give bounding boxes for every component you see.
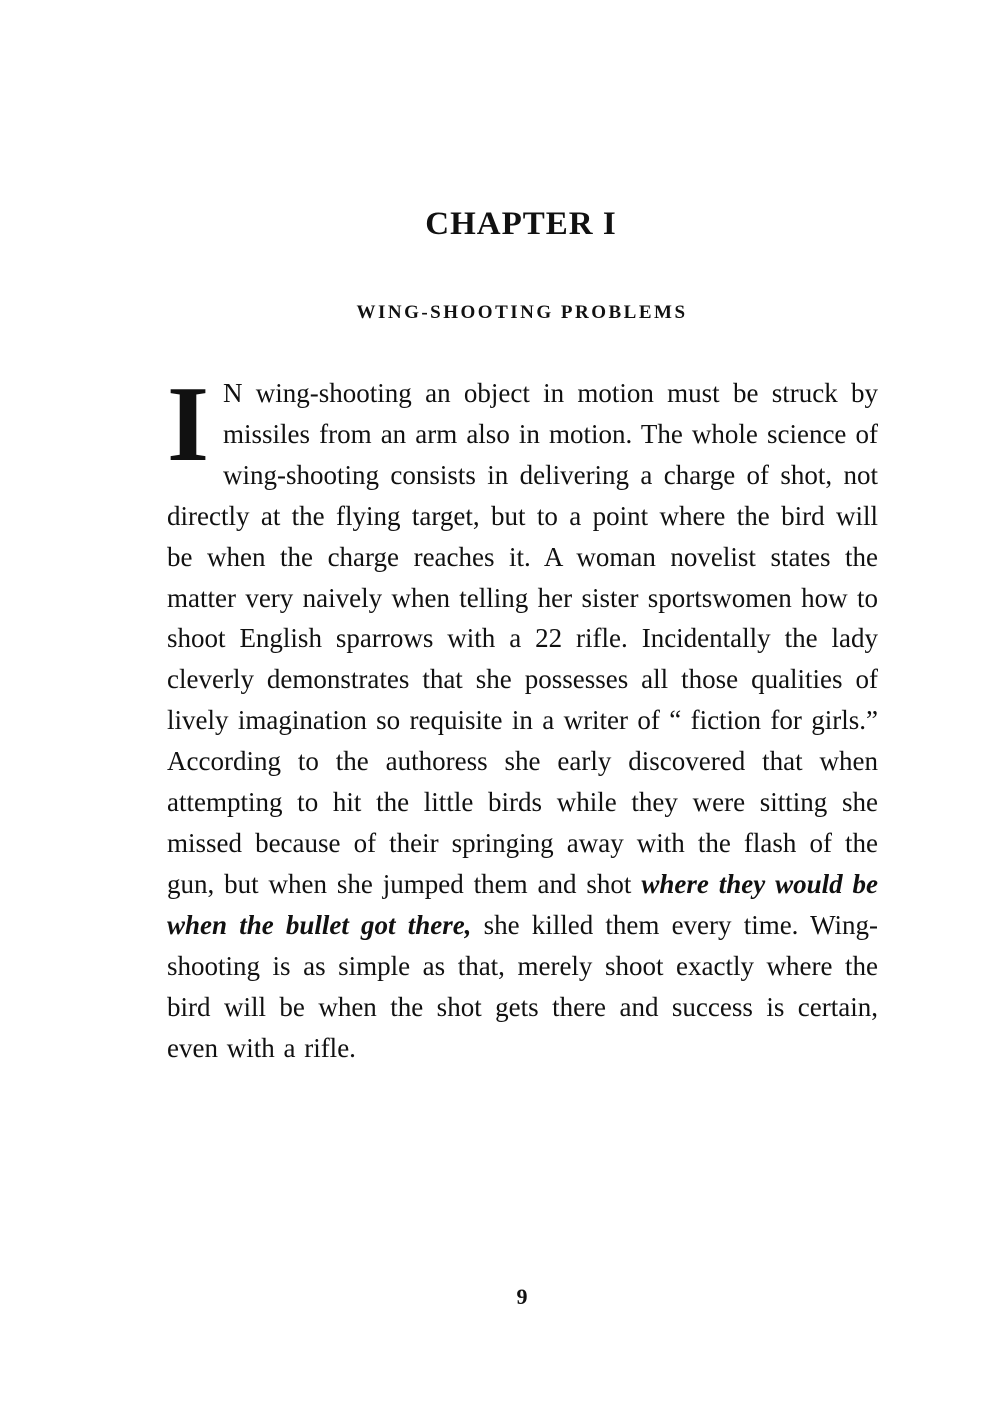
- paragraph-text-start: N wing-shooting an object in motion must be struck by missiles from an arm also in motion. The whole science of wing-shooting consists in delivering a charge of shot, not directly at the flying target, but to a point where the bird will be when the charge reaches it. A woman novelist states the matter very naively when telling her sister sportswomen how to shoot English sparrows with a 22 rifle. Incidentally the lady cleverly demonstrates that she possesses all those qualities of lively imagination so requisite in a writer of “ fiction for girls.” According to the authoress she early discovered that when attempting to hit the little birds while they were sitting she missed because of their springing away with the flash of the gun, but when she jumped them and shot: [167, 378, 878, 899]
- page-number: 9: [516, 1284, 528, 1309]
- chapter-title: CHAPTER I: [425, 206, 617, 242]
- section-title: WING-SHOOTING PROBLEMS: [356, 302, 688, 323]
- paragraph-italic-phrase: where they would be when the bullet got there,: [167, 868, 878, 940]
- paragraph-text-end: she killed them every time. Wing-shooting is as simple as that, merely shoot exactly where the bird will be when the shot gets there and success is certain, even with a rifle.: [167, 909, 879, 1063]
- body-paragraph: [167, 365, 879, 1068]
- drop-cap: I: [167, 365, 210, 484]
